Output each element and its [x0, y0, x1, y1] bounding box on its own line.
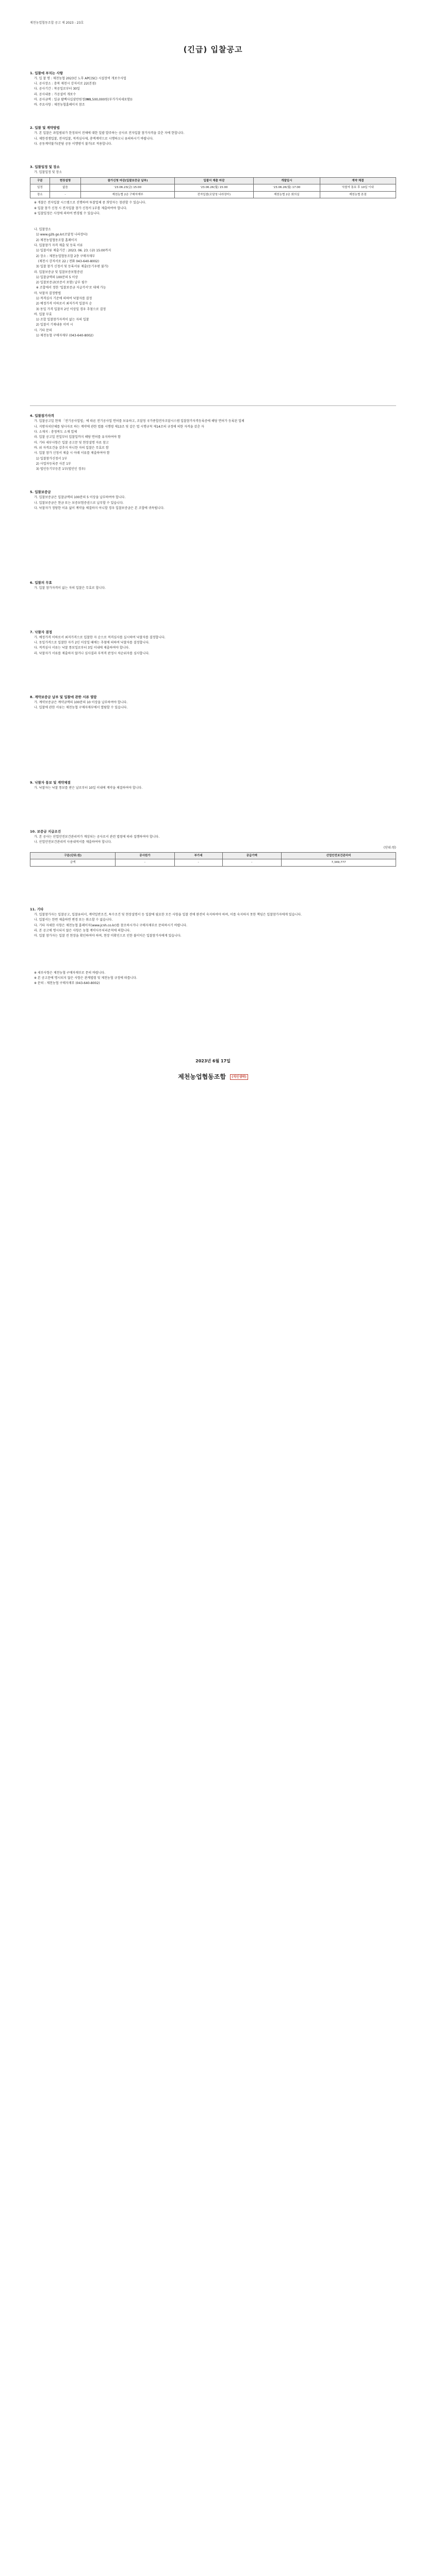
- org-name: 제천농업협동조합: [178, 1073, 226, 1080]
- page-title: (긴급) 입찰공고: [183, 45, 243, 55]
- section-2-title: 2. 입찰 및 계약방법: [30, 126, 60, 130]
- text-line: ※ 세부사항은 제천농협 구매자재부로 문의 바랍니다.: [34, 971, 106, 975]
- text-line: 가. 입찰보증금은 입찰금액의 100분의 5 이상을 납부하여야 합니다.: [34, 496, 126, 500]
- section-8-title: 8. 계약보증금 납부 및 입찰에 관한 서류 열람: [30, 694, 97, 699]
- table-cell: 장소: [30, 191, 50, 198]
- section-3-intro: 가. 입찰일정 및 장소: [34, 171, 62, 175]
- schedule-table: [30, 177, 396, 199]
- document: [30, 21, 396, 1081]
- text-line: 가. 입 찰 명 : 제천농협 2023년 노후 APC(SC) 시설장비 개보수사업: [34, 76, 126, 80]
- text-line: 다. 적격심사 서류는 낙찰 통보일로부터 3일 이내에 제출하여야 합니다.: [34, 646, 130, 650]
- table-cell: '23.06.26(월) 15:00: [174, 184, 253, 192]
- table-row: [30, 191, 396, 198]
- text-line: 나. 동일가격으로 입찰한 자가 2인 이상일 때에는 추첨에 의하여 낙찰자를 결정합니다.: [34, 641, 150, 645]
- table-cell: '23.06.26(월) 17:00: [253, 184, 320, 192]
- text-line: 바. 위 자격요건을 갖추지 아니한 자의 입찰은 무효로 함: [34, 446, 109, 450]
- text-line: 나. 입찰에 관한 서류는 제천농협 구매자재부에서 열람할 수 있습니다.: [34, 706, 128, 710]
- text-line: 마. 낙찰자 결정방법: [34, 291, 61, 295]
- stamp-label: (직인생략): [230, 1074, 248, 1080]
- text-line: 1) 제천농협 구매자재부 (043-640-8002): [34, 334, 94, 338]
- table-unit: (단위:원): [383, 845, 396, 850]
- divider: [30, 405, 396, 406]
- table-header-cell: 계약 체결: [320, 177, 396, 184]
- table-row: [30, 184, 396, 192]
- section-9-body: [30, 786, 396, 790]
- table-cell: -: [222, 859, 281, 867]
- text-line: 1) 입찰참가신청서 1부: [34, 456, 67, 461]
- text-line: 가. 예정가격 이하로서 최저가격으로 입찰한 자 순으로 적격심사를 실시하여 낙찰자를 결정합니다.: [34, 635, 166, 639]
- section-11-body: [30, 912, 396, 938]
- section-3-notes: [30, 200, 396, 216]
- text-line: 다. 입찰참가 자격 제출 및 등록 서류: [34, 244, 83, 248]
- table-header-cell: 공사원가: [116, 852, 174, 859]
- text-line: 1) 입찰서류 제출기간 : 2023. 06. 23. (금) 15:00까지: [34, 249, 111, 253]
- table-cell: 낙찰자 통보 후 10일 이내: [320, 184, 396, 192]
- text-line: 1) 조합 입찰참가자격이 없는 자의 입찰: [34, 318, 89, 322]
- section-6-body: [30, 586, 396, 590]
- table-cell: 전자입찰(조달청 나라장터): [174, 191, 253, 198]
- text-line: 라. 본 공고에 명시되지 않은 사항은 농협 계약사무처리준칙에 의합니다.: [34, 928, 131, 933]
- text-line: 가. 낙찰자는 낙찰 통보를 받은 날로부터 10일 이내에 계약을 체결하여야 합니다.: [34, 786, 143, 790]
- section-11-title: 11. 기타: [30, 907, 44, 911]
- text-line: 나. 지방자치단체를 당사자로 하는 계약에 관한 법률 시행령 제13조 및 같은 법 시행규칙 제14조의 규정에 의한 자격을 갖춘 자: [34, 425, 204, 429]
- section-4-body: [30, 419, 396, 471]
- table-cell: 7,349,777: [281, 859, 396, 867]
- text-line: 1) 적격심사 기준에 의하여 낙찰자를 결정: [34, 297, 92, 300]
- section-1-title: 1. 입찰에 부치는 사항: [30, 71, 63, 75]
- text-line: 다. 소재지 : 충청북도 소재 업체: [34, 430, 77, 434]
- text-line: ※ 입찰 참가 신청 시 전자입찰 참가 신청서 1부를 제출하여야 합니다.: [34, 206, 127, 210]
- text-line: 마. 공사금액 : 일금 팔백사십삼만원정(₩8,500,000원(부가가치세포함)): [34, 97, 133, 101]
- section-7-title: 7. 낙찰자 결정: [30, 630, 52, 634]
- text-line: 나. 산업안전보건관리비 사용내역서를 제출하여야 합니다.: [34, 840, 112, 844]
- text-line: 나. 공사장소 : 충북 제천시 강저서로 22(본점): [34, 81, 96, 86]
- text-line: 2) 입찰보증금(보증서 포함) 납부 필수: [34, 281, 88, 285]
- section-6-title: 6. 입찰의 무효: [30, 581, 52, 585]
- doc-number: 제천농업협동조합 공고 제 2023 - 23호: [30, 21, 84, 25]
- table-header-cell: 부가세: [174, 852, 222, 859]
- section-2-body: [30, 131, 396, 146]
- text-line: ※ 문의 : 제천농협 구매자재부 (043-640-8002): [34, 981, 100, 986]
- footer-date: 2023년 6월 17일: [195, 1059, 231, 1064]
- section-8-body: [30, 700, 396, 710]
- text-line: 가. 계약보증금은 계약금액의 100분의 10 이상을 납부하여야 합니다.: [34, 701, 128, 705]
- text-line: ※ 본 공고문에 명시되지 않은 사항은 관계법령 및 제천농협 규정에 따릅니다.: [34, 976, 137, 980]
- table-header-cell: 현장설명: [50, 177, 80, 184]
- text-line: 2) 예정가격 이하로서 최저가격 입찰자 순: [34, 302, 92, 306]
- section-4-title: 4. 입찰참가자격: [30, 414, 54, 418]
- text-line: 다. 기타 자세한 사항은 제천농협 홈페이지(www.jcnh.co.kr)를 참조하시거나 구매자재부로 문의하시기 바랍니다.: [34, 923, 187, 927]
- text-line: 바. 주요사항 : 제천농협홈페이지 참조: [34, 103, 85, 107]
- text-line: 가. 입찰공고일 현재 「전기공사업법」에 따른 전기공사업 면허를 보유하고, 조달청 국가종합전자조달시스템 입찰참가자격등록증에 해당 면허가 등록된 업체: [34, 419, 244, 423]
- text-line: 라. 입찰 공고일 전일부터 입찰일까지 해당 면허를 유지하여야 함: [34, 435, 121, 439]
- text-line: 바. 입찰 무효: [34, 312, 52, 316]
- closing-notes: [30, 971, 396, 986]
- text-line: 가. 입찰 참가자격이 없는 자의 입찰은 무효로 합니다.: [34, 586, 106, 590]
- section-1-body: [30, 76, 396, 108]
- table-header-cell: 구분: [30, 177, 50, 184]
- cost-table: [30, 852, 396, 867]
- table-cell: 없음: [50, 184, 80, 192]
- table-header-cell: 구분(단위:원): [30, 852, 116, 859]
- text-line: 마. 기타 세부사항은 입찰 공고문 및 현장설명 자료 참고: [34, 440, 109, 445]
- section-5-body: [30, 495, 396, 511]
- table-cell: 일정: [30, 184, 50, 192]
- table-header-cell: 개찰일시: [253, 177, 320, 184]
- text-line: 다. 공동계약불가(분담 공동 이행방식 불가)로 적용합니다.: [34, 142, 112, 146]
- section-3-title: 3. 입찰일정 및 장소: [30, 165, 60, 170]
- text-line: 2) 장소 : 제천농업협동조합 2층 구매자재부: [34, 254, 95, 258]
- text-line: 라. 입찰보증금 및 입찰보증보험증권: [34, 270, 83, 274]
- table-cell: 제천농협 2층 구매자재부: [81, 191, 175, 198]
- text-line: 나. 제한경쟁입찰, 전자입찰, 적격심사제, 총액계약으로 시행하오니 유의하시기 바랍니다.: [34, 137, 154, 141]
- text-line: (제천시 강저서로 22 / 전화 043-640-8002): [34, 259, 100, 263]
- table-header-cell: 입찰서 제출 마감: [174, 177, 253, 184]
- text-line: 라. 낙찰자가 서류를 제출하지 않거나 심사결과 부적격 판정시 차순위자를 심사합니다.: [34, 651, 150, 655]
- text-line: 1) 입찰금액의 100분의 5 이상: [34, 275, 78, 279]
- text-line: 사. 기타 문의: [34, 328, 52, 332]
- text-line: 라. 공사내용 : 가공설비 개보수: [34, 92, 76, 96]
- section-5-title: 5. 입찰보증금: [30, 490, 51, 495]
- text-line: 3) 법인등기부등본 1부(법인인 경우): [34, 467, 86, 471]
- table-cell: -: [50, 191, 80, 198]
- text-line: 2) 입찰서 기재내용 미비 시: [34, 323, 73, 327]
- text-line: 2) 제천농업협동조합 홈페이지: [34, 238, 77, 242]
- text-line: 3) 입찰 참가 신청서 및 등록서류 제출(등기우편 불가): [34, 265, 108, 269]
- text-line: 2) 사업자등록증 사본 1부: [34, 462, 71, 466]
- table-cell: 제천농협 2층 회의실: [253, 191, 320, 198]
- section-9-title: 9. 낙찰자 통보 및 계약체결: [30, 780, 71, 785]
- section-10-body: [30, 835, 396, 845]
- table-cell: 제천농협 본점: [320, 191, 396, 198]
- text-line: 3) 동일 가격 입찰자 2인 이상일 경우 추첨으로 결정: [34, 307, 106, 311]
- table-cell: -: [116, 859, 174, 867]
- text-line: 1) www.g2b.go.kr(조달청 나라장터): [34, 233, 88, 237]
- text-line: 나. 입찰서는 한번 제출하면 변경 또는 취소할 수 없습니다.: [34, 918, 113, 922]
- table-cell: 금액: [30, 859, 116, 867]
- section-10-title: 10. 보증금 지급조건: [30, 829, 61, 834]
- section-7-body: [30, 635, 396, 656]
- table-header-cell: 산업안전보건관리비: [281, 852, 396, 859]
- footer-org: [30, 1072, 396, 1082]
- text-line: 다. 낙찰자가 정당한 이유 없이 계약을 체결하지 아니할 경우 입찰보증금은 본 조합에 귀속됩니다.: [34, 506, 165, 511]
- text-line: ※ 조합에서 정한 '입찰보증금 지급각서'로 대체 가능: [34, 286, 106, 290]
- table-cell: -: [174, 859, 222, 867]
- table-header-cell: 참가신청 마감(입찰보증금 납부): [81, 177, 175, 184]
- text-line: 나. 입찰장소: [34, 228, 51, 232]
- text-line: 나. 입찰보증금은 현금 또는 보증보험증권으로 납부할 수 있습니다.: [34, 501, 124, 505]
- text-line: ※ 개찰은 전자입찰 시스템으로 진행하며 투찰업체 중 희망자는 참관할 수 있습니다.: [34, 201, 146, 205]
- section-3-extra: [30, 227, 396, 338]
- text-line: 다. 공사기간 : 착공일로부터 30일: [34, 87, 80, 91]
- text-line: ※ 입찰일정은 사정에 의하여 변경될 수 있습니다.: [34, 211, 101, 215]
- table-header-cell: 공급가액: [222, 852, 281, 859]
- text-line: 가. 입찰참가자는 입찰공고, 입찰유의서, 계약일반조건, 특수조건 및 현장설명서 등 입찰에 필요한 모든 사항을 입찰 전에 완전히 숙지하여야 하며, 이를 숙지하지 못한 책임은 입찰참가자에게 있습니다.: [34, 913, 302, 917]
- text-line: 마. 입찰 참가자는 입찰 전 현장을 확인하여야 하며, 현장 미확인으로 인한 불이익은 입찰참가자에게 있습니다.: [34, 934, 182, 938]
- table-cell: '23.06.23(금) 15:00: [81, 184, 175, 192]
- text-line: 사. 입찰 참가 신청서 제출 시 아래 서류를 제출하여야 함: [34, 451, 110, 455]
- text-line: 가. 본 입찰은 과업범위가 한정되어 전체에 대한 일괄 발주하는 공사로 전자입찰 참가자격을 갖춘 자에 한합니다.: [34, 131, 185, 135]
- text-line: 가. 본 공사는 산업안전보건관리비가 계상되는 공사로서 관련 법령에 따라 집행하여야 합니다.: [34, 835, 160, 839]
